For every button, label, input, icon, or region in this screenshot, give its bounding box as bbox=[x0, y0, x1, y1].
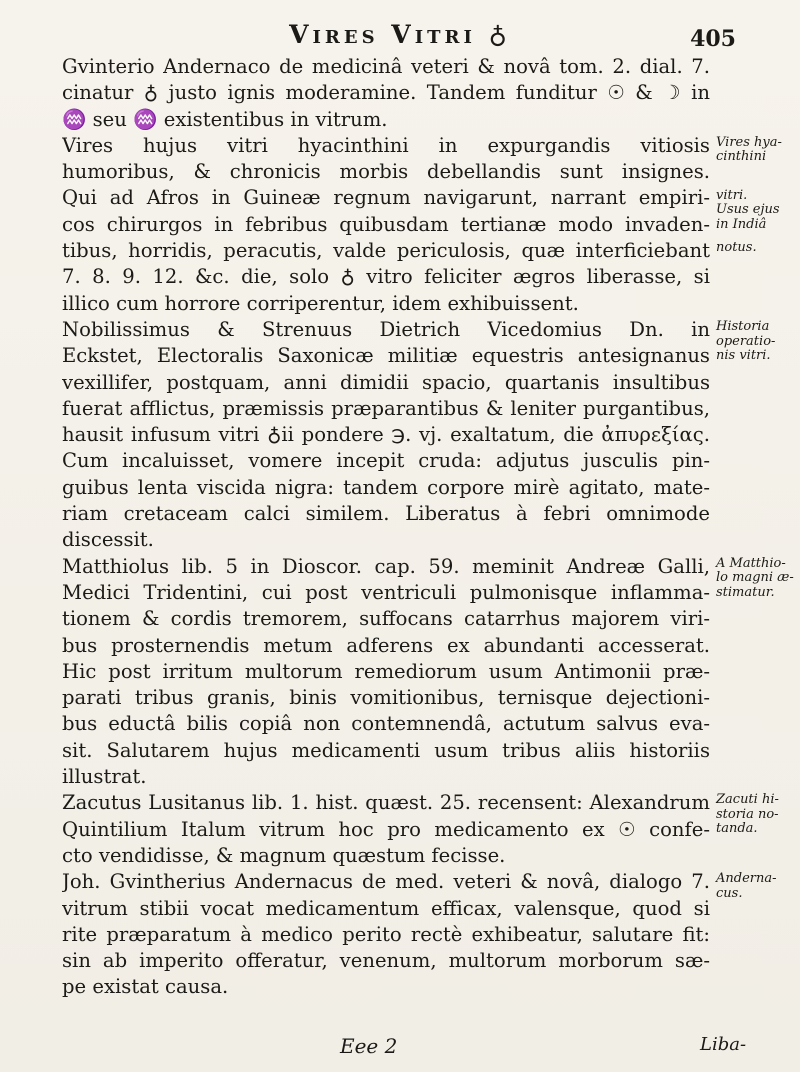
text-line: Zacutus Lusitanus lib. 1. hist. quæst. 25. recensent: Alexandrum bbox=[62, 791, 710, 815]
margin-note-line: Historia bbox=[716, 319, 770, 334]
text-line: sit. Salutarem hujus medicamenti usum tribus aliis historiis bbox=[62, 738, 710, 762]
margin-note-line: stimatur. bbox=[716, 584, 775, 600]
text-line: guibus lenta viscida nigra: tandem corpore mirè agitato, mate- bbox=[62, 475, 710, 499]
text-line: riam cretaceam calci similem. Liberatus à febri omnimode bbox=[62, 502, 710, 526]
page-footer bbox=[0, 1034, 800, 1064]
text-line: humoribus, & chronicis morbis debellandis sunt insignes. bbox=[62, 160, 710, 184]
catchword: Liba- bbox=[700, 1034, 747, 1055]
text-line: discessit. bbox=[62, 528, 154, 552]
text-line: Cum incaluisset, vomere incepit cruda: adjutus jusculis pin- bbox=[62, 449, 710, 473]
text-line: vitrum stibii vocat medicamentum efficax, valensque, quod si bbox=[62, 896, 710, 920]
text-line: ♒ seu ♒ existentibus in vitrum. bbox=[62, 107, 388, 131]
signature-mark: Eee 2 bbox=[340, 1034, 398, 1058]
margin-note bbox=[716, 320, 775, 364]
margin-note-line: tanda. bbox=[716, 821, 758, 837]
margin-note-line: Zacuti hi- bbox=[716, 792, 779, 808]
text-line: Vires hujus vitri hyacinthini in expurgandis vitiosis bbox=[62, 133, 710, 157]
text-line: cinatur ♁ justo ignis moderamine. Tandem funditur ☉ & ☽ in bbox=[62, 81, 710, 105]
text-line: 7. 8. 9. 12. &c. die, solo ♁ vitro feliciter ægros liberasse, si bbox=[62, 265, 710, 289]
text-line: rite præparatum à medico perito rectè exhibeatur, salutare fit: bbox=[62, 922, 710, 946]
text-line: illico cum horrore corriperentur, idem exhibuissent. bbox=[62, 291, 579, 315]
margin-note-line: lo magni æ- bbox=[716, 570, 794, 586]
margin-note-line: operatio- bbox=[716, 333, 776, 349]
text-line: Matthiolus lib. 5 in Dioscor. cap. 59. meminit Andreæ Galli, bbox=[62, 554, 710, 578]
text-line: Medici Tridentini, cui post ventriculi pulmonisque inflamma- bbox=[62, 580, 710, 604]
margin-note-line: in Indiâ bbox=[716, 216, 767, 232]
text-line: Eckstet, Electoralis Saxonicæ militiæ equestris antesignanus bbox=[62, 344, 710, 368]
margin-note-line: Usus ejus bbox=[716, 202, 780, 217]
text-line: Nobilissimus & Strenuus Dietrich Vicedomius Dn. in bbox=[62, 317, 710, 341]
text-line: bus prosternendis metum adferens ex abundanti accesserat. bbox=[62, 633, 710, 657]
margin-note bbox=[716, 136, 782, 165]
text-line: pe existat causa. bbox=[62, 975, 229, 999]
text-line: Quintilium Italum vitrum hoc pro medicamento ex ☉ confe- bbox=[62, 817, 710, 841]
margin-note-line: notus. bbox=[716, 240, 757, 256]
margin-note bbox=[716, 241, 757, 256]
margin-note-line: Vires hya- bbox=[716, 134, 782, 150]
text-line: bus eductâ bilis copiâ non contemnendâ, actutum salvus eva- bbox=[62, 712, 710, 736]
text-line: illustrat. bbox=[62, 765, 147, 789]
margin-note bbox=[716, 793, 779, 837]
margin-note-line: cinthini bbox=[716, 149, 767, 165]
body-text bbox=[62, 54, 710, 1001]
margin-note bbox=[716, 872, 777, 901]
margin-note bbox=[716, 189, 780, 233]
page-header bbox=[0, 14, 800, 54]
text-line: cos chirurgos in febribus quibusdam tertianæ modo invaden- bbox=[62, 212, 710, 236]
margin-note-line: Anderna- bbox=[716, 871, 777, 887]
text-line: hausit infusum vitri ♁ii pondere ℈. vj. exaltatum, die ἀπυρεξίας. bbox=[62, 423, 710, 447]
text-line: Qui ad Afros in Guineæ regnum navigarunt, narrant empiri- bbox=[62, 186, 710, 210]
margin-note-line: nis vitri. bbox=[716, 348, 771, 363]
margin-note-line: storia no- bbox=[716, 806, 779, 822]
text-line: tionem & cordis tremorem, suffocans catarrhus majorem viri- bbox=[62, 607, 710, 631]
running-title: Vires Vitri ♁ bbox=[289, 20, 511, 49]
margin-note-line: cus. bbox=[716, 885, 743, 901]
margin-note bbox=[716, 557, 794, 601]
text-line: vexillifer, postquam, anni dimidii spacio, quartanis insultibus bbox=[62, 370, 710, 394]
text-line: sin ab imperito offeratur, venenum, multorum morborum sæ- bbox=[62, 949, 710, 973]
page-number: 405 bbox=[690, 26, 736, 52]
text-line: fuerat afflictus, præmissis præparantibus & leniter purgantibus, bbox=[62, 396, 710, 420]
text-line: tibus, horridis, peracutis, valde periculosis, quæ interficiebant bbox=[62, 239, 710, 263]
text-line: cto vendidisse, & magnum quæstum fecisse. bbox=[62, 843, 506, 867]
text-line: Gvinterio Andernaco de medicinâ veteri & novâ tom. 2. dial. 7. bbox=[62, 55, 710, 78]
text-line: Hic post irritum multorum remediorum usum Antimonii præ- bbox=[62, 659, 710, 683]
margin-note-line: vitri. bbox=[716, 187, 748, 203]
text-line: Joh. Gvintherius Andernacus de med. veteri & novâ, dialogo 7. bbox=[62, 870, 710, 894]
text-line: parati tribus granis, binis vomitionibus, ternisque dejectioni- bbox=[62, 686, 710, 710]
margin-note-line: A Matthio- bbox=[716, 555, 786, 571]
